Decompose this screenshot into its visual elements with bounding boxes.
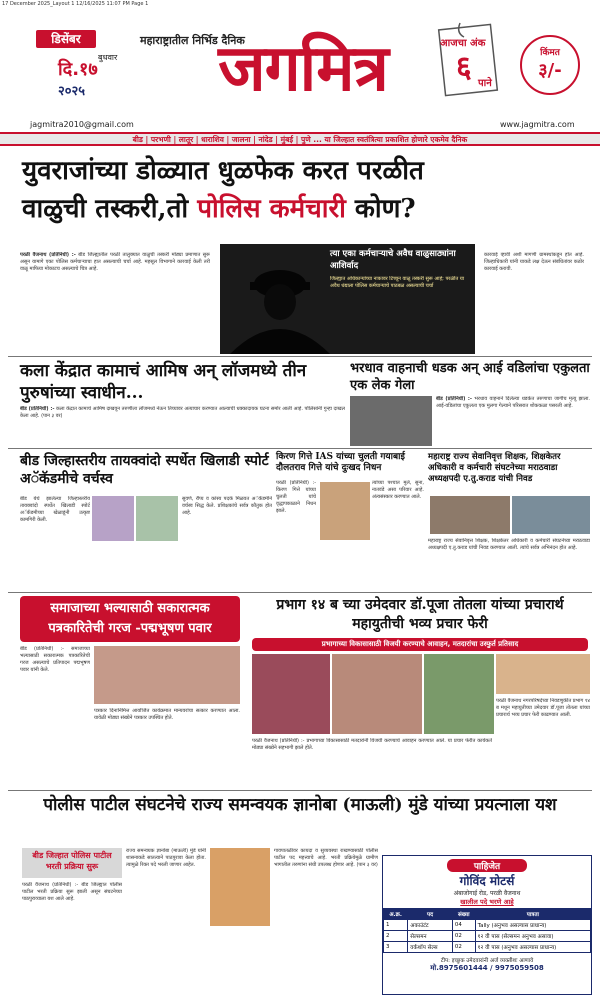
- story8-body-left: परळी वैजनाथ (प्रतिनिधी) :- बीड जिल्ह्यात पोलीस पाटील भरती प्रक्रिया सुरू झाली असून संघटनेच्या पाठपुराव्याला यश आले आहे.: [22, 882, 122, 902]
- story7-body-right: परळी वैजनाथ नगरपरिषदेच्या निवडणुकीत प्रभाग १४ ब मधून महायुतीच्या उमेदवार डॉ.पूजा तोतला यांच्या प्रचारार्थ भव्य प्रचार फेरी काढण्यात आली.: [496, 698, 590, 718]
- weekday: बुधवार: [98, 53, 118, 62]
- story8-tag: बीड जिल्हात पोलिस पाटील भरती प्रक्रिया सुरू: [22, 848, 122, 878]
- lead-headline-line2: [22, 190, 582, 228]
- story2-body: बीड (प्रतिनिधी) :- भरधाव वाहनाने दिलेल्या धडकेत तरुणाचा जागीच मृत्यू झाला. आई-वडिलांचा एकुलता एक मुलगा गेल्याने परिसरात शोककळा पसरली आहे.: [436, 396, 590, 409]
- ad-col-header: संख्या: [452, 909, 475, 920]
- ad-title: पाहिजेत: [447, 859, 527, 872]
- edition-pages-number: ६: [456, 50, 472, 85]
- obituary-photo: [320, 482, 370, 540]
- ad-cell: 3: [384, 942, 408, 953]
- ad-cell: १२ वी पास (सेल्समन अनुभव असावा): [475, 931, 590, 942]
- ad-cell: 04: [452, 920, 475, 931]
- event-stage-photo: [94, 646, 240, 704]
- date-number: दि.१७: [58, 59, 98, 80]
- ad-cell: 02: [452, 931, 475, 942]
- rally-photo-1: [252, 654, 330, 734]
- story6-headline: समाजाच्या भल्यासाठी सकारात्मक पत्रकारितेची गरज -पद्मभूषण पवार: [20, 596, 240, 642]
- ad-cell: 02: [452, 942, 475, 953]
- story6-body: बीड (प्रतिनिधी) :- समाजाच्या भल्यासाठी सकारात्मक पत्रकारितेची गरज असल्याचे प्रतिपादन पद्मभूषण पवार यांनी केले.: [20, 646, 90, 673]
- ad-cell: 2: [384, 931, 408, 942]
- story3-headline: बीड जिल्हास्तरीय तायक्वांदो स्पर्धेत खिलाडी स्पोर्ट अॅकॅडमीचे वर्चस्व: [20, 453, 269, 487]
- story5-body: महाराष्ट्र राज्य सेवानिवृत्त शिक्षक, शिक्षकेतर अधिकारी व कर्मचारी संघटनेच्या मराठवाडा अध्यक्षपदी ए.तु.कराड यांची निवड करण्यात आली. त्यांचे सर्वत्र अभिनंदन होत आहे.: [428, 538, 590, 551]
- story1-headline: कला केंद्रात कामाचं आमिष अन् लॉजमध्ये तीन पुरुषांच्या स्वाधीन...: [20, 361, 307, 403]
- ad-cell: सेल्समन: [408, 931, 453, 942]
- divider: [8, 592, 592, 593]
- story1-body: बीड (प्रतिनिधी) :- कला केंद्रात कामाचे आमिष दाखवून तरुणीला लॉजमध्ये नेऊन तिच्यावर अत्याचार करण्यात आल्याची धक्कादायक घटना समोर आली आहे. पोलिसांनी गुन्हा दाखल केला आहे. (पान ३ वर): [20, 406, 345, 419]
- divider: [8, 448, 592, 449]
- story1-more: (पान ३ वर): [41, 413, 63, 419]
- lead-headline: [22, 152, 582, 228]
- story2-byline: बीड (प्रतिनिधी) :-: [436, 396, 473, 402]
- story8-headline: पोलीस पाटील संघटनेचे राज्य समन्वयक ज्ञानोबा (माऊली) मुंडे यांच्या प्रयत्नाला यश: [43, 795, 557, 815]
- ad-phone: मो.8975601444 / 9975059508: [430, 964, 544, 972]
- meeting-photo: [512, 496, 590, 534]
- story8-body-right: गावपातळीवर कायदा व सुव्यवस्था राखण्यासाठी पोलीस पाटील पद महत्त्वाचे आहे. भरती प्रक्रियेमुळे ग्रामीण भागातील तरुणांना संधी उपलब्ध होणार आहे. (पान ३ वर): [274, 848, 378, 868]
- price-value: ३/-: [538, 60, 562, 81]
- lead-byline: परळी वैजनाथ (प्रतिनिधी) :-: [20, 252, 76, 258]
- ad-col-header: पात्रता: [475, 909, 590, 920]
- ad-subtitle: खालील पदे भरणे आहे: [460, 898, 514, 906]
- story3-body-right: सुवर्ण, रौप्य व कांस्य पदके मिळवत अॅकॅडमीने वर्चस्व सिद्ध केले. प्रशिक्षकांचे सर्वत्र कौतुक होत आहे.: [182, 496, 272, 516]
- divider: [8, 356, 592, 357]
- print-info-bar: 17 December 2025_Layout 1 12/16/2025 11:07 PM Page 1: [2, 1, 149, 7]
- website: www.jagmitra.com: [500, 120, 575, 129]
- job-ad: [382, 855, 592, 995]
- ad-cell: 1: [384, 920, 408, 931]
- month-badge: डिसेंबर: [36, 30, 96, 48]
- trophy-kid-photo: [92, 496, 134, 541]
- table-row: [384, 942, 591, 953]
- felicitation-photo: [430, 496, 510, 534]
- ad-table-header: [384, 909, 591, 920]
- story2-headline: भरधाव वाहनाची धडक अन् आई वडिलांचा एकुलता एक लेक गेला: [350, 361, 590, 393]
- price-label: किंमत: [540, 48, 560, 58]
- rally-photo-2: [332, 654, 422, 734]
- lead-headline-part-a: वाळुची तस्करी,तो: [22, 194, 198, 224]
- story5-headline: महाराष्ट्र राज्य सेवानिवृत्त शिक्षक, शिक्षकेतर अधिकारी व कर्मचारी संघटनेच्या मराठवाडा अध्यक्षपदी ए.तु.कराड यांची निवड: [428, 452, 561, 484]
- story4-body: परळी (प्रतिनिधी) :- किरण गित्ते यांच्या चुलती यांचे वृद्धापकाळाने निधन झाले.: [276, 480, 316, 514]
- edition-label: आजचा अंक: [440, 38, 486, 49]
- medal-kid-photo: [136, 496, 178, 541]
- lead-headline-line1: युवराजांच्या डोळ्यात धुळफेक करत परळीत: [22, 156, 424, 186]
- email: jagmitra2010@gmail.com: [30, 120, 134, 129]
- brand-logo: जगमित्र: [218, 31, 388, 106]
- story7-body: परळी वैजनाथ (प्रतिनिधी) :- प्रभागाच्या विकासासाठी मतदारांनी विजयी करण्याचे आवाहन करण्यात आले. या प्रचार फेरीत कार्यकर्ते मोठ्या संख्येने सहभागी झाले होते.: [252, 738, 492, 751]
- ad-table: [383, 908, 591, 953]
- story1-byline: बीड (प्रतिनिधी) :-: [20, 406, 55, 412]
- ad-cell: १२ वी पास (अनुभव असल्यास प्राधान्य): [475, 942, 590, 953]
- story3-body-left: बीड येथे झालेल्या जिल्हास्तरीय तायक्वांदो स्पर्धेत खिलाडी स्पोर्ट अॅकॅडमीच्या खेळाडूंनी उत्कृष्ट कामगिरी केली.: [20, 496, 90, 523]
- ad-col-header: पद: [408, 909, 453, 920]
- ad-address: अंबाजोगाई रोड, परळी वैजनाथ: [453, 890, 521, 897]
- ad-company: गोविंद मोटर्स: [459, 874, 515, 888]
- year: २०२५: [58, 84, 86, 99]
- story8-more: (पान ३ वर): [356, 862, 378, 868]
- lead-column-right: कारवाई व्हावी अशी मागणी ग्रामस्थांकडून होत आहे. जिल्हाधिकारी यांनी याकडे लक्ष देऊन संबंधितांवर कठोर कारवाई करावी.: [484, 252, 584, 272]
- story7-subhead: प्रभागाच्या विकासासाठी विजयी करण्याचे आवाहन, मतदारांचा उस्फुर्त प्रतिसाद: [252, 638, 588, 651]
- price-badge: [520, 35, 580, 95]
- story8-body-mid: राज्य समन्वयक ज्ञानोबा (माऊली) मुंडे यांनी शासनाकडे सातत्याने पाठपुरावा केला होता. त्यामुळे रिक्त पदे भरली जाणार आहेत.: [126, 848, 206, 868]
- ad-cell: अकाउंटंट: [408, 920, 453, 931]
- accident-photo: [350, 396, 432, 446]
- cities-strip: बीड | परभणी | लातूर | धाराशिव | जालना | नांदेड | मुंबई | पुणे ... या जिल्हात स्वतंत्रित्या प्रकाशित होणारे एकमेव दैनिक: [0, 132, 600, 146]
- story6-body-right: पत्रकार दिनानिमित्त आयोजित कार्यक्रमात मान्यवरांचा सत्कार करण्यात आला. यावेळी मोठ्या संख्येने पत्रकार उपस्थित होते.: [94, 708, 240, 721]
- candidate-photo: [496, 654, 590, 694]
- ad-cell: Tally (अनुभव असल्यास प्राधान्य): [475, 920, 590, 931]
- table-row: [384, 931, 591, 942]
- divider: [8, 790, 592, 791]
- lead-headline-part-c: कोण?: [345, 194, 416, 224]
- story4-headline: किरण गित्ते IAS यांच्या चुलती गयाबाई दौलतराव गित्ते यांचे दुःखद निधन: [276, 452, 405, 473]
- tagline: महाराष्ट्रातील निर्भिड दैनिक: [140, 34, 245, 47]
- ad-col-header: अ.क्र.: [384, 909, 408, 920]
- lead-column-left: परळी वैजनाथ (प्रतिनिधी) :- बीड जिल्ह्यातील परळी तालुक्यात वाळुची तस्करी मोठ्या प्रमाणात सुरू असून यामागे एका पोलिस कर्मचाऱ्याचा हात असल्याची चर्चा आहे. महसूल विभागाने कारवाई केली तरी वाळू माफिया मोकाटच असल्याचे चित्र आहे.: [20, 252, 210, 272]
- overlay-text: जिल्ह्यात अधिकाऱ्यांच्या नाकावर टिच्चून वाळू तस्करी सुरू आहे; परळीत या अवैध धंद्याला पोलिस कर्मचाऱ्याचे पाठबळ असल्याची चर्चा: [330, 276, 465, 289]
- overlay-headline: त्या एका कर्मचाऱ्याचे अवैध वाळुसाठ्यांना आशिर्वाद: [330, 249, 456, 271]
- ad-footer: टीप: इच्छुक उमेदवारांनी अर्ज व्यक्तीशः आणावे: [440, 958, 534, 964]
- lead-headline-part-b: पोलिस कर्मचारी: [197, 194, 346, 224]
- story7-headline: प्रभाग १४ ब च्या उमेदवार डॉ.पूजा तोतला यांच्या प्रचारार्थ महायुतीची भव्य प्रचार फेरी: [276, 597, 564, 632]
- mundey-portrait-photo: [210, 848, 270, 926]
- rally-photo-3: [424, 654, 494, 734]
- story4-body-right: त्यांच्या पश्चात मुले, सुना, नातवंडे असा परिवार आहे. अंत्यसंस्कार करण्यात आले.: [372, 480, 424, 500]
- edition-pages-label: पाने: [478, 78, 492, 89]
- ad-cell: वर्कशॉप सेल्स: [408, 942, 453, 953]
- table-row: [384, 920, 591, 931]
- masthead: [0, 9, 600, 109]
